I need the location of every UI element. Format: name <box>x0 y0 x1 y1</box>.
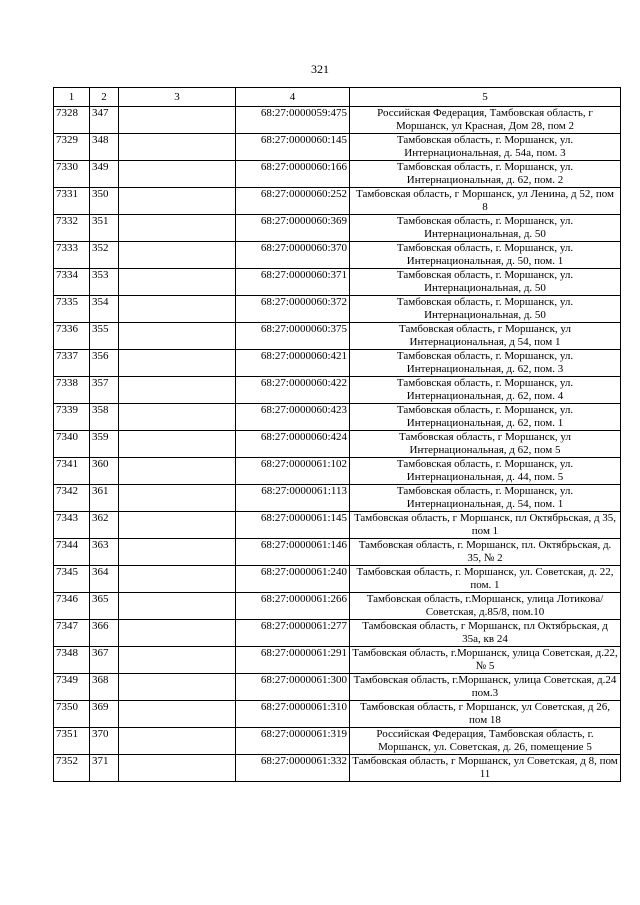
table-row <box>54 458 621 485</box>
col3-cell <box>119 512 236 539</box>
header-col-4: 4 <box>236 88 350 107</box>
page-number: 321 <box>311 62 329 76</box>
table-row <box>54 215 621 242</box>
sub-number-cell: 360 <box>90 458 119 485</box>
row-number-cell: 7341 <box>54 458 90 485</box>
col3-cell <box>119 620 236 647</box>
cadastral-number-cell: 68:27:0000061:146 <box>236 539 350 566</box>
cadastral-number-cell: 68:27:0000061:113 <box>236 485 350 512</box>
col3-cell <box>119 107 236 134</box>
sub-number-cell: 352 <box>90 242 119 269</box>
col3-cell <box>119 377 236 404</box>
col3-cell <box>119 404 236 431</box>
header-col-3: 3 <box>119 88 236 107</box>
sub-number-cell: 370 <box>90 728 119 755</box>
row-number-cell: 7336 <box>54 323 90 350</box>
cadastral-number-cell: 68:27:0000059:475 <box>236 107 350 134</box>
cadastral-number-cell: 68:27:0000060:370 <box>236 242 350 269</box>
col3-cell <box>119 701 236 728</box>
cadastral-number-cell: 68:27:0000061:291 <box>236 647 350 674</box>
row-number-cell: 7340 <box>54 431 90 458</box>
address-cell: Тамбовская область, г. Моршанск, ул. Интернациональная, д. 62, пом. 4 <box>350 377 621 404</box>
cadastral-number-cell: 68:27:0000060:145 <box>236 134 350 161</box>
col3-cell <box>119 350 236 377</box>
table-row <box>54 701 621 728</box>
col3-cell <box>119 269 236 296</box>
row-number-cell: 7342 <box>54 485 90 512</box>
col3-cell <box>119 647 236 674</box>
address-cell: Тамбовская область, г. Моршанск, пл. Октябрьская, д. 35, № 2 <box>350 539 621 566</box>
address-cell: Тамбовская область, г.Моршанск, улица Советская, д.24 пом.3 <box>350 674 621 701</box>
sub-number-cell: 367 <box>90 647 119 674</box>
table-row <box>54 566 621 593</box>
address-cell: Тамбовская область, г. Моршанск, ул. Интернациональная, д. 62, пом. 3 <box>350 350 621 377</box>
row-number-cell: 7334 <box>54 269 90 296</box>
col3-cell <box>119 215 236 242</box>
sub-number-cell: 350 <box>90 188 119 215</box>
address-cell: Тамбовская область, г. Моршанск, ул. Интернациональная, д. 54, пом. 1 <box>350 485 621 512</box>
sub-number-cell: 368 <box>90 674 119 701</box>
sub-number-cell: 355 <box>90 323 119 350</box>
address-cell: Тамбовская область, г. Моршанск, ул. Интернациональная, д. 50 <box>350 215 621 242</box>
row-number-cell: 7329 <box>54 134 90 161</box>
address-cell: Тамбовская область, г Моршанск, пл Октябрьская, д 35, пом 1 <box>350 512 621 539</box>
table-row <box>54 161 621 188</box>
table-row <box>54 647 621 674</box>
sub-number-cell: 354 <box>90 296 119 323</box>
cadastral-number-cell: 68:27:0000061:332 <box>236 755 350 782</box>
table-row <box>54 242 621 269</box>
col3-cell <box>119 242 236 269</box>
sub-number-cell: 359 <box>90 431 119 458</box>
header-col-5: 5 <box>350 88 621 107</box>
col3-cell <box>119 539 236 566</box>
row-number-cell: 7338 <box>54 377 90 404</box>
row-number-cell: 7335 <box>54 296 90 323</box>
sub-number-cell: 369 <box>90 701 119 728</box>
cadastral-number-cell: 68:27:0000060:424 <box>236 431 350 458</box>
sub-number-cell: 356 <box>90 350 119 377</box>
row-number-cell: 7343 <box>54 512 90 539</box>
col3-cell <box>119 134 236 161</box>
table-row <box>54 296 621 323</box>
address-cell: Тамбовская область, г.Моршанск, улица Лотикова/Советская, д.85/8, пом.10 <box>350 593 621 620</box>
address-cell: Тамбовская область, г. Моршанск, ул. Интернациональная, д. 62, пом. 2 <box>350 161 621 188</box>
cadastral-number-cell: 68:27:0000060:369 <box>236 215 350 242</box>
sub-number-cell: 351 <box>90 215 119 242</box>
address-cell: Тамбовская область, г Моршанск, ул Интернациональная, д 54, пом 1 <box>350 323 621 350</box>
table-row <box>54 620 621 647</box>
header-col-1: 1 <box>54 88 90 107</box>
cadastral-number-cell: 68:27:0000060:371 <box>236 269 350 296</box>
row-number-cell: 7344 <box>54 539 90 566</box>
row-number-cell: 7346 <box>54 593 90 620</box>
table-header-row <box>54 88 621 107</box>
col3-cell <box>119 728 236 755</box>
cadastral-number-cell: 68:27:0000061:145 <box>236 512 350 539</box>
cadastral-number-cell: 68:27:0000060:423 <box>236 404 350 431</box>
table-body <box>54 107 621 782</box>
row-number-cell: 7339 <box>54 404 90 431</box>
col3-cell <box>119 755 236 782</box>
cadastral-number-cell: 68:27:0000061:102 <box>236 458 350 485</box>
table-row <box>54 431 621 458</box>
address-cell: Тамбовская область, г. Моршанск, ул. Интернациональная, д. 50, пом. 1 <box>350 242 621 269</box>
table-row <box>54 674 621 701</box>
col3-cell <box>119 296 236 323</box>
row-number-cell: 7337 <box>54 350 90 377</box>
sub-number-cell: 362 <box>90 512 119 539</box>
col3-cell <box>119 566 236 593</box>
sub-number-cell: 357 <box>90 377 119 404</box>
row-number-cell: 7332 <box>54 215 90 242</box>
table-row <box>54 512 621 539</box>
cadastral-number-cell: 68:27:0000060:422 <box>236 377 350 404</box>
address-cell: Российская Федерация, Тамбовская область, г Моршанск, ул Красная, Дом 28, пом 2 <box>350 107 621 134</box>
sub-number-cell: 348 <box>90 134 119 161</box>
header-col-2: 2 <box>90 88 119 107</box>
table-row <box>54 107 621 134</box>
table-row <box>54 134 621 161</box>
cadastral-number-cell: 68:27:0000061:300 <box>236 674 350 701</box>
cadastral-number-cell: 68:27:0000060:421 <box>236 350 350 377</box>
address-cell: Тамбовская область, г Моршанск, ул Ленина, д 52, пом 8 <box>350 188 621 215</box>
registry-table <box>53 87 621 782</box>
sub-number-cell: 361 <box>90 485 119 512</box>
row-number-cell: 7350 <box>54 701 90 728</box>
row-number-cell: 7328 <box>54 107 90 134</box>
cadastral-number-cell: 68:27:0000060:252 <box>236 188 350 215</box>
col3-cell <box>119 674 236 701</box>
row-number-cell: 7348 <box>54 647 90 674</box>
sub-number-cell: 347 <box>90 107 119 134</box>
address-cell: Тамбовская область, г Моршанск, ул Советская, д 8, пом 11 <box>350 755 621 782</box>
cadastral-number-cell: 68:27:0000061:277 <box>236 620 350 647</box>
table-row <box>54 485 621 512</box>
table-row <box>54 377 621 404</box>
table-row <box>54 539 621 566</box>
address-cell: Тамбовская область, г Моршанск, пл Октябрьская, д 35а, кв 24 <box>350 620 621 647</box>
sub-number-cell: 366 <box>90 620 119 647</box>
sub-number-cell: 371 <box>90 755 119 782</box>
row-number-cell: 7351 <box>54 728 90 755</box>
sub-number-cell: 364 <box>90 566 119 593</box>
address-cell: Тамбовская область, г.Моршанск, улица Советская, д.22, № 5 <box>350 647 621 674</box>
cadastral-number-cell: 68:27:0000060:372 <box>236 296 350 323</box>
address-cell: Тамбовская область, г Моршанск, ул Советская, д 26, пом 18 <box>350 701 621 728</box>
cadastral-number-cell: 68:27:0000060:166 <box>236 161 350 188</box>
sub-number-cell: 349 <box>90 161 119 188</box>
col3-cell <box>119 323 236 350</box>
table-row <box>54 323 621 350</box>
table-row <box>54 350 621 377</box>
row-number-cell: 7331 <box>54 188 90 215</box>
sub-number-cell: 353 <box>90 269 119 296</box>
col3-cell <box>119 458 236 485</box>
row-number-cell: 7330 <box>54 161 90 188</box>
sub-number-cell: 363 <box>90 539 119 566</box>
row-number-cell: 7352 <box>54 755 90 782</box>
sub-number-cell: 358 <box>90 404 119 431</box>
address-cell: Тамбовская область, г Моршанск, ул Интернациональная, д 62, пом 5 <box>350 431 621 458</box>
table-row <box>54 404 621 431</box>
sub-number-cell: 365 <box>90 593 119 620</box>
col3-cell <box>119 188 236 215</box>
address-cell: Тамбовская область, г. Моршанск, ул. Интернациональная, д. 50 <box>350 269 621 296</box>
table-row <box>54 593 621 620</box>
address-cell: Тамбовская область, г. Моршанск, ул. Интернациональная, д. 54а, пом. 3 <box>350 134 621 161</box>
address-cell: Тамбовская область, г. Моршанск, ул. Интернациональная, д. 62, пом. 1 <box>350 404 621 431</box>
row-number-cell: 7347 <box>54 620 90 647</box>
col3-cell <box>119 593 236 620</box>
table-row <box>54 269 621 296</box>
col3-cell <box>119 485 236 512</box>
col3-cell <box>119 161 236 188</box>
address-cell: Тамбовская область, г. Моршанск, ул. Интернациональная, д. 50 <box>350 296 621 323</box>
table-row <box>54 188 621 215</box>
table-row <box>54 755 621 782</box>
row-number-cell: 7345 <box>54 566 90 593</box>
row-number-cell: 7349 <box>54 674 90 701</box>
cadastral-number-cell: 68:27:0000061:310 <box>236 701 350 728</box>
cadastral-number-cell: 68:27:0000061:266 <box>236 593 350 620</box>
address-cell: Тамбовская область, г. Моршанск, ул. Советская, д. 22, пом. 1 <box>350 566 621 593</box>
table-row <box>54 728 621 755</box>
cadastral-number-cell: 68:27:0000061:319 <box>236 728 350 755</box>
address-cell: Тамбовская область, г. Моршанск, ул. Интернациональная, д. 44, пом. 5 <box>350 458 621 485</box>
row-number-cell: 7333 <box>54 242 90 269</box>
cadastral-number-cell: 68:27:0000061:240 <box>236 566 350 593</box>
address-cell: Российская Федерация, Тамбовская область, г. Моршанск, ул. Советская, д. 26, помещение 5 <box>350 728 621 755</box>
col3-cell <box>119 431 236 458</box>
cadastral-number-cell: 68:27:0000060:375 <box>236 323 350 350</box>
